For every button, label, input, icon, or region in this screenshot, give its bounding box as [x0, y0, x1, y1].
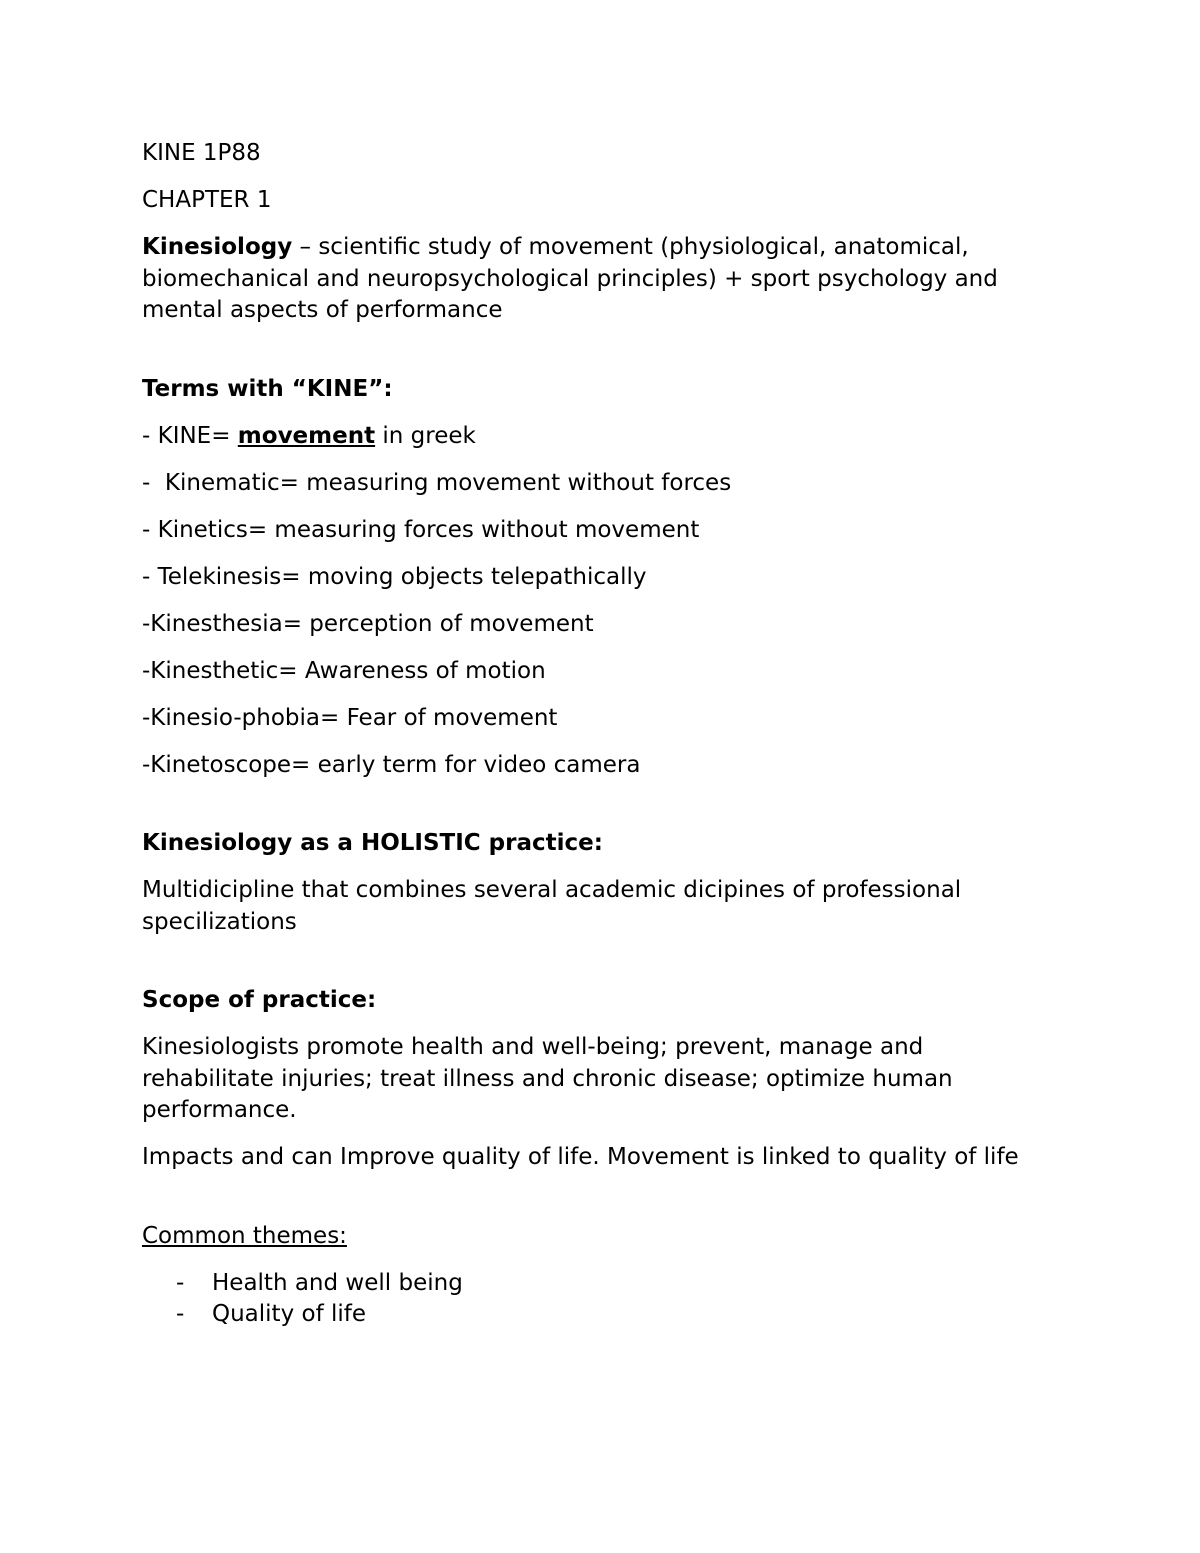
term-item-kinetics: - Kinetics= measuring forces without movement [142, 516, 700, 543]
themes-list [142, 1268, 1062, 1331]
course-code: KINE 1P88 [142, 140, 261, 166]
definition-text: – scientific study of movement (physiological, anatomical, biomechanical and neuropsychological principles) + sport psychology and mental aspects of performance [142, 234, 998, 323]
list-item [142, 1299, 1062, 1331]
themes-heading: Common themes: [142, 1222, 347, 1249]
scope-heading: Scope of practice: [142, 987, 377, 1013]
term-kine-emphasis: movement [237, 422, 376, 449]
term-kine-suffix: in greek [375, 422, 476, 449]
chapter-title: CHAPTER 1 [142, 187, 272, 213]
holistic-text: Multidicipline that combines several academic dicipines of professional specilizations [142, 877, 962, 935]
term-item-kine [142, 421, 1062, 453]
term-item-kinesthetic: -Kinesthetic= Awareness of motion [142, 657, 546, 684]
document-page [142, 138, 1062, 1331]
list-item [142, 1268, 1062, 1300]
definition-term: Kinesiology [142, 234, 293, 260]
holistic-heading: Kinesiology as a HOLISTIC practice: [142, 830, 603, 856]
bullet-dash: - [176, 1301, 185, 1327]
kinesiology-definition [142, 232, 1062, 327]
term-item-telekinesis: - Telekinesis= moving objects telepathically [142, 563, 647, 590]
terms-heading: Terms with “KINE”: [142, 375, 393, 402]
scope-text-1: Kinesiologists promote health and well-being; prevent, manage and rehabilitate injuries; treat illness and chronic disease; optimize human performance. [142, 1034, 953, 1123]
bullet-dash: - [176, 1269, 185, 1296]
term-item-kinematic: - Kinematic= measuring movement without forces [142, 469, 732, 496]
scope-text-2: Impacts and can Improve quality of life. Movement is linked to quality of life [142, 1144, 1019, 1170]
term-item-kinesthesia: -Kinesthesia= perception of movement [142, 610, 594, 637]
term-kine-prefix: - KINE= [142, 422, 238, 449]
list-item-text: Quality of life [212, 1301, 367, 1327]
term-item-kinesiophobia: -Kinesio-phobia= Fear of movement [142, 704, 558, 731]
term-item-kinetoscope: -Kinetoscope= early term for video camera [142, 751, 641, 778]
list-item-text: Health and well being [212, 1269, 463, 1296]
